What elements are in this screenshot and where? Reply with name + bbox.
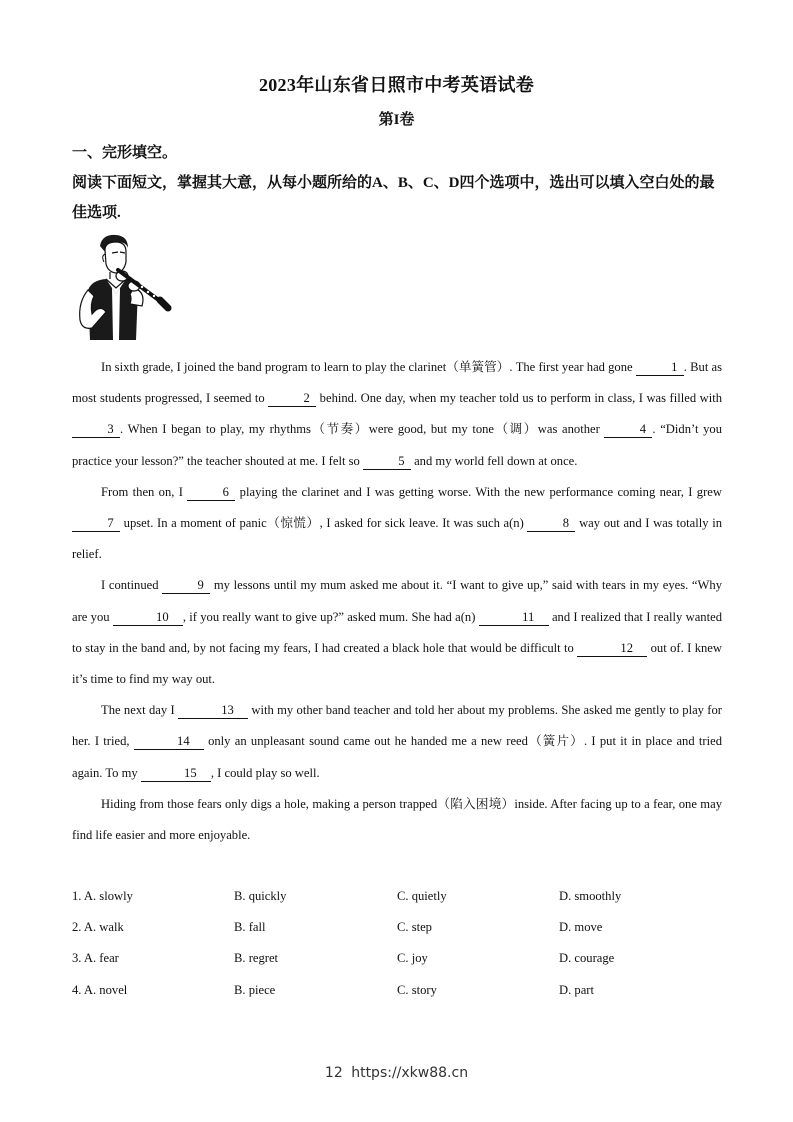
passage-text: way out and I was totally in relief. bbox=[72, 516, 722, 562]
page-title: 2023年山东省日照市中考英语试卷 bbox=[258, 75, 535, 95]
answer-options bbox=[72, 883, 722, 1008]
answer-option bbox=[234, 951, 278, 966]
question-number: 3 bbox=[72, 951, 79, 966]
passage-text: . But as most students progressed, I seemed to bbox=[72, 360, 722, 406]
source-url: https://xkw88.cn bbox=[351, 1065, 469, 1081]
passage-text: . “Didn’t you practice your lesson?” the teacher shouted at me. I felt so bbox=[72, 422, 722, 468]
answer-option bbox=[559, 920, 602, 935]
answer-option bbox=[559, 951, 614, 966]
page-number: 12 bbox=[324, 1065, 343, 1081]
clarinet-player-illustration bbox=[72, 232, 172, 344]
answer-blank: 11 bbox=[479, 609, 549, 626]
answer-blank: 4 bbox=[604, 421, 652, 438]
option-text: B. regret bbox=[234, 951, 279, 966]
option-text: A. fear bbox=[83, 951, 119, 966]
passage-text: behind. One day, when my teacher told us to perform in class, I was filled with bbox=[316, 391, 722, 406]
passage-text: Hiding from those fears only digs a hole, making a person trapped（陷入困境）inside. After facing up to a fear, one may find life easier and more enjoyable. bbox=[72, 796, 722, 843]
answer-blank: 10 bbox=[113, 609, 183, 626]
paper-part-label: 第I卷 bbox=[378, 112, 415, 128]
option-text: A. walk bbox=[83, 920, 124, 935]
answer-blank: 13 bbox=[178, 702, 248, 719]
option-text: A. novel bbox=[83, 982, 128, 997]
passage-text: playing the clarinet and I was getting worse. With the new performance coming near, I grew bbox=[235, 484, 722, 499]
option-text: B. quickly bbox=[234, 889, 287, 903]
answer-option bbox=[234, 983, 275, 998]
answer-blank: 14 bbox=[134, 733, 204, 750]
passage-text: only an unpleasant sound came out he handed me a new reed（簧片）. I put it in place and tried again. To my bbox=[72, 734, 723, 780]
question-number: 2 bbox=[72, 920, 79, 935]
question-number: 1 bbox=[72, 889, 79, 903]
answer-option bbox=[234, 889, 286, 904]
answer-blank: 15 bbox=[141, 765, 211, 782]
answer-option bbox=[397, 951, 428, 966]
section-heading: 一、完形填空。 bbox=[72, 145, 178, 161]
answer-option bbox=[397, 983, 437, 998]
option-text: B. fall bbox=[234, 920, 266, 935]
option-text: C. story bbox=[397, 982, 437, 997]
passage-text: From then on, I bbox=[101, 484, 188, 499]
option-text: C. joy bbox=[397, 951, 428, 966]
passage-paragraph bbox=[72, 477, 722, 571]
page-footer bbox=[0, 1065, 793, 1081]
answer-option bbox=[397, 920, 432, 935]
answer-option bbox=[559, 983, 594, 998]
answer-option: 1. A. slowly bbox=[72, 889, 133, 903]
answer-option bbox=[559, 889, 621, 904]
passage-text: and I realized that I really wanted to stay in the band and, by not facing my fears, I had created a black hole that would be difficult to bbox=[72, 609, 722, 655]
question-row bbox=[72, 914, 722, 945]
passage-paragraph bbox=[72, 789, 722, 851]
passage-paragraph bbox=[72, 570, 722, 695]
passage-text: , I could play so well. bbox=[210, 765, 320, 780]
option-text: D. smoothly bbox=[559, 889, 622, 903]
question-row bbox=[72, 945, 722, 976]
answer-option bbox=[397, 889, 447, 904]
passage-text: and my world fell down at once. bbox=[410, 453, 578, 468]
answer-blank: 7 bbox=[72, 515, 120, 532]
answer-blank: 9 bbox=[162, 577, 210, 594]
option-text: B. piece bbox=[234, 982, 276, 997]
answer-blank: 2 bbox=[268, 390, 316, 407]
passage-text: The next day I bbox=[101, 703, 179, 718]
option-text: D. courage bbox=[559, 951, 615, 966]
section-instruction: 阅读下面短文，掌握其大意，从每小题所给的A、B、C、D四个选项中，选出可以填入空白处的最佳选项. bbox=[72, 175, 715, 221]
question-row bbox=[72, 977, 722, 1008]
answer-blank: 12 bbox=[577, 640, 647, 657]
passage-text: I continued bbox=[101, 578, 163, 593]
passage-text: with my other band teacher and told her about my problems. She asked me gently to play for her. I tried, bbox=[72, 703, 722, 749]
passage-text: out of. I knew it’s time to find my way out. bbox=[72, 640, 722, 687]
answer-blank: 3 bbox=[72, 421, 120, 438]
answer-option: 4. A. novel bbox=[72, 982, 128, 997]
answer-option bbox=[234, 920, 265, 935]
passage-text: upset. In a moment of panic（惊慌）, I asked for sick leave. It was such a(n) bbox=[120, 516, 528, 531]
answer-option: 3. A. fear bbox=[72, 951, 119, 966]
option-text: C. quietly bbox=[397, 889, 447, 903]
passage-text: In sixth grade, I joined the band program to learn to play the clarinet（单簧管）. The first year had gone bbox=[101, 360, 636, 374]
option-text: D. move bbox=[559, 920, 603, 935]
answer-blank: 6 bbox=[187, 484, 235, 501]
option-text: D. part bbox=[559, 982, 594, 997]
passage-paragraph bbox=[72, 352, 722, 477]
question-number: 4 bbox=[72, 982, 79, 997]
cloze-passage bbox=[72, 352, 722, 851]
clarinet-player-icon bbox=[72, 232, 172, 344]
passage-text: , if you really want to give up?” asked mum. She had a(n) bbox=[182, 609, 479, 624]
answer-option: 2. A. walk bbox=[72, 920, 124, 935]
option-text: A. slowly bbox=[83, 889, 133, 903]
option-text: C. step bbox=[397, 920, 432, 935]
answer-blank: 1 bbox=[636, 359, 684, 376]
passage-text: . When I began to play, my rhythms（节奏）were good, but my tone（调）was another bbox=[120, 422, 605, 437]
passage-text: my lessons until my mum asked me about it. “I want to give up,” said with tears in my eyes. “Why are you bbox=[72, 578, 722, 624]
answer-blank: 5 bbox=[363, 453, 411, 470]
answer-blank: 8 bbox=[527, 515, 575, 532]
question-row bbox=[72, 883, 722, 914]
passage-paragraph bbox=[72, 695, 722, 789]
